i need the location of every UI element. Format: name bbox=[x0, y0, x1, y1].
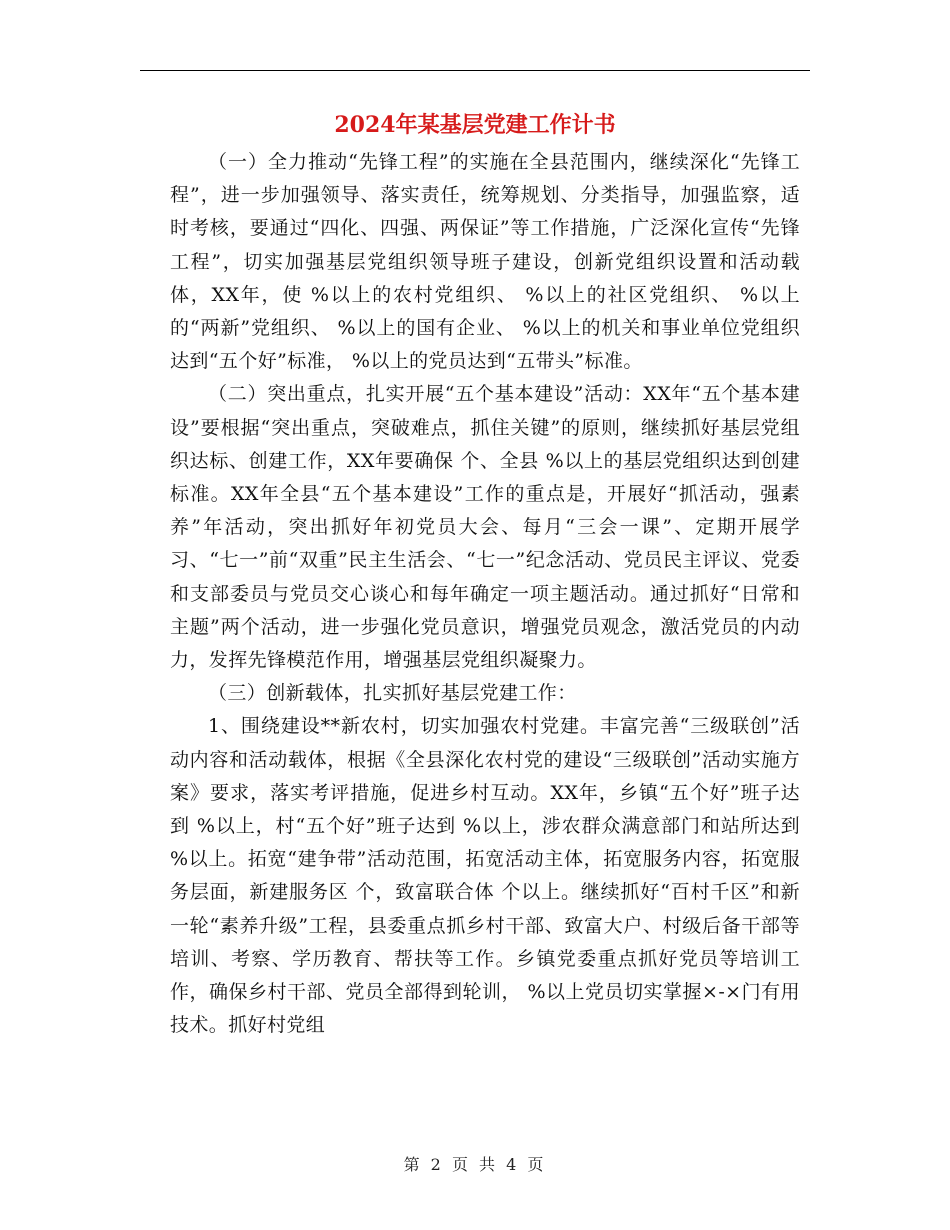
document-title: 2024年某基层党建工作计书 bbox=[334, 112, 616, 138]
page-number: 第 2 页 共 4 页 bbox=[403, 1155, 547, 1174]
paragraph-4: 1、围绕建设**新农村，切实加强农村党建。丰富完善“三级联创”活动内容和活动载体，根据《全县深化农村党的建设“三级联创”活动实施方案》要求，落实考评措施，促进乡村互动。XX年，乡镇“五个好”班子达到 %以上，村“五个好”班子达到 %以上，涉农群众满意部门和站所达到 %以上。拓宽“建争带”活动范围，拓宽活动主体，拓宽服务内容，拓宽服务层面，新建服务区 个，致富联合体 个以上。继续抓好“百村千区”和新一轮“素养升级”工程，县委重点抓乡村干部、致富大户、村级后备干部等培训、考察、学历教育、帮扶等工作。乡镇党委重点抓好党员等培训工作，确保乡村干部、党员全部得到轮训， %以上党员切实掌握×-×门有用技术。抓好村党组 bbox=[170, 715, 800, 1037]
header-rule bbox=[140, 70, 810, 71]
paragraph-1: （一）全力推动“先锋工程”的实施在全县范围内，继续深化“先锋工程”，进一步加强领导、落实责任，统筹规划、分类指导，加强监察，适时考核，要通过“四化、四强、两保证”等工作措施，广泛深化宣传“先锋工程”，切实加强基层党组织领导班子建设，创新党组织设置和活动载体，XX年，使 %以上的农村党组织、 %以上的社区党组织、 %以上的“两新”党组织、 %以上的国有企业、 %以上的机关和事业单位党组织达到“五个好”标准， %以上的党员达到“五带头”标准。 bbox=[170, 151, 800, 373]
document-body bbox=[170, 146, 800, 1042]
paragraph-2: （二）突出重点，扎实开展“五个基本建设”活动：XX年“五个基本建设”要根据“突出重点，突破难点，抓住关键”的原则，继续抓好基层党组织达标、创建工作，XX年要确保 个、全县 %以上的基层党组织达到创建标准。XX年全县“五个基本建设”工作的重点是，开展好“抓活动，强素养”年活动，突出抓好年初党员大会、每月“三会一课”、定期开展学习、“七一”前“双重”民主生活会、“七一”纪念活动、党员民主评议、党委和支部委员与党员交心谈心和每年确定一项主题活动。通过抓好“日常和主题”两个活动，进一步强化党员意识，增强党员观念，激活党员的内动力，发挥先锋模范作用，增强基层党组织凝聚力。 bbox=[170, 383, 800, 672]
paragraph-3: （三）创新载体，扎实抓好基层党建工作： bbox=[208, 682, 577, 705]
